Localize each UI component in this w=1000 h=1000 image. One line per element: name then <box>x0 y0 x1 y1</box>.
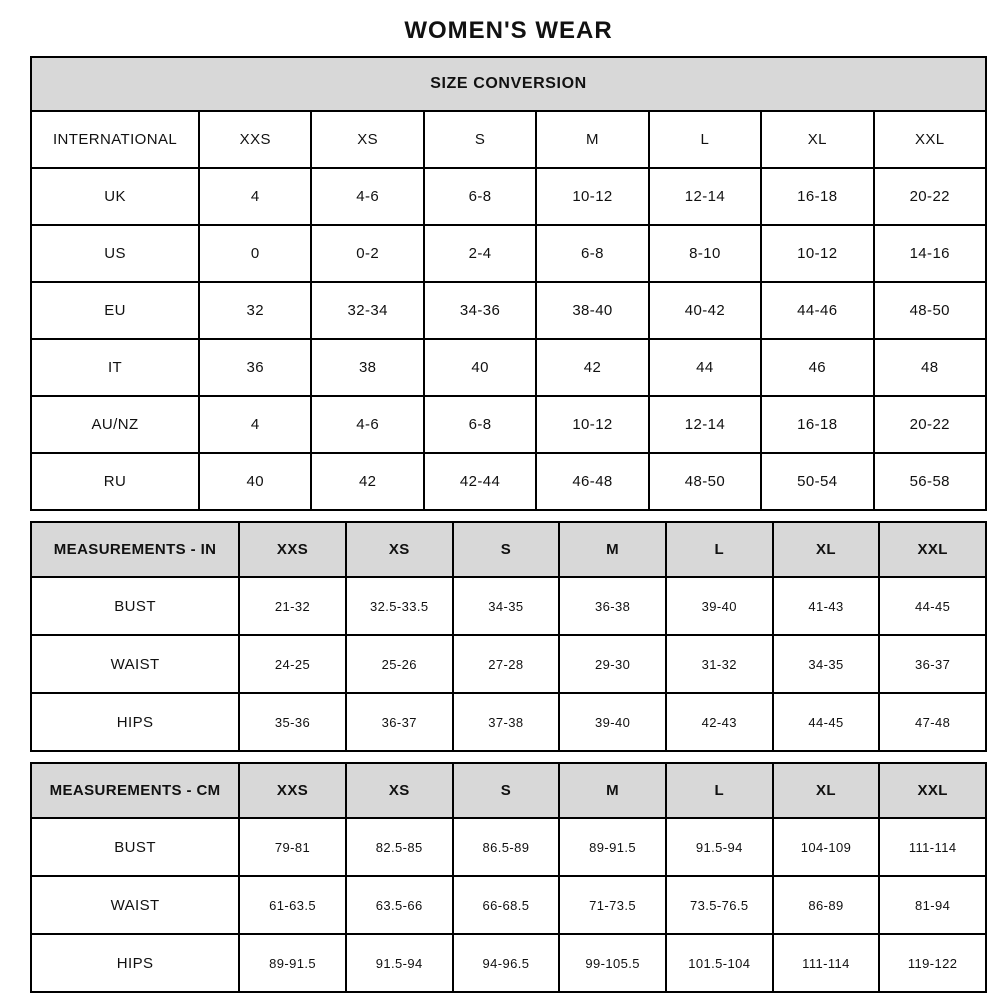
size-header-cell: L <box>666 522 773 577</box>
value-cell: 56-58 <box>874 453 986 510</box>
value-cell: 48-50 <box>874 282 986 339</box>
size-header-cell: XL <box>773 763 880 818</box>
column-header-cell: XL <box>761 111 873 168</box>
row-label-cell: US <box>31 225 199 282</box>
value-cell: 71-73.5 <box>559 876 666 934</box>
size-header-cell: XXS <box>239 763 346 818</box>
value-cell: 31-32 <box>666 635 773 693</box>
value-cell: 46-48 <box>536 453 648 510</box>
value-cell: 4 <box>199 396 311 453</box>
value-cell: 81-94 <box>879 876 986 934</box>
size-header-cell: XS <box>346 763 453 818</box>
value-cell: 6-8 <box>536 225 648 282</box>
value-cell: 32-34 <box>311 282 423 339</box>
size-header-cell: S <box>453 522 560 577</box>
value-cell: 86-89 <box>773 876 880 934</box>
value-cell: 36-38 <box>559 577 666 635</box>
value-cell: 4 <box>199 168 311 225</box>
value-cell: 73.5-76.5 <box>666 876 773 934</box>
value-cell: 44-45 <box>773 693 880 751</box>
column-header-cell: XXS <box>199 111 311 168</box>
value-cell: 10-12 <box>761 225 873 282</box>
size-header-cell: XXS <box>239 522 346 577</box>
value-cell: 40-42 <box>649 282 761 339</box>
value-cell: 0 <box>199 225 311 282</box>
table-row <box>31 57 986 111</box>
value-cell: 42-43 <box>666 693 773 751</box>
value-cell: 91.5-94 <box>346 934 453 992</box>
size-header-cell: XS <box>346 522 453 577</box>
row-label-cell: BUST <box>31 577 239 635</box>
value-cell: 48-50 <box>649 453 761 510</box>
table-row <box>31 282 986 339</box>
row-label-cell: RU <box>31 453 199 510</box>
value-cell: 37-38 <box>453 693 560 751</box>
table-row <box>31 339 986 396</box>
value-cell: 39-40 <box>559 693 666 751</box>
value-cell: 119-122 <box>879 934 986 992</box>
column-header-cell: M <box>536 111 648 168</box>
size-conversion-banner: SIZE CONVERSION <box>31 57 986 111</box>
size-header-cell: XXL <box>879 522 986 577</box>
row-label-cell: WAIST <box>31 635 239 693</box>
value-cell: 89-91.5 <box>559 818 666 876</box>
table-row <box>31 577 986 635</box>
value-cell: 104-109 <box>773 818 880 876</box>
column-header-cell: XXL <box>874 111 986 168</box>
size-conversion-table <box>30 56 987 511</box>
value-cell: 12-14 <box>649 396 761 453</box>
value-cell: 24-25 <box>239 635 346 693</box>
value-cell: 111-114 <box>773 934 880 992</box>
value-cell: 61-63.5 <box>239 876 346 934</box>
value-cell: 42-44 <box>424 453 536 510</box>
value-cell: 44-46 <box>761 282 873 339</box>
measurements-header-cell: MEASUREMENTS - IN <box>31 522 239 577</box>
value-cell: 48 <box>874 339 986 396</box>
value-cell: 4-6 <box>311 396 423 453</box>
row-label-cell: HIPS <box>31 693 239 751</box>
value-cell: 4-6 <box>311 168 423 225</box>
value-cell: 47-48 <box>879 693 986 751</box>
table-row <box>31 453 986 510</box>
value-cell: 12-14 <box>649 168 761 225</box>
value-cell: 0-2 <box>311 225 423 282</box>
value-cell: 25-26 <box>346 635 453 693</box>
value-cell: 16-18 <box>761 168 873 225</box>
value-cell: 101.5-104 <box>666 934 773 992</box>
row-label-cell: AU/NZ <box>31 396 199 453</box>
table-row <box>31 168 986 225</box>
value-cell: 10-12 <box>536 168 648 225</box>
table-row <box>31 225 986 282</box>
value-cell: 66-68.5 <box>453 876 560 934</box>
measurements-cm-table <box>30 762 987 993</box>
value-cell: 89-91.5 <box>239 934 346 992</box>
table-row <box>31 111 986 168</box>
value-cell: 21-32 <box>239 577 346 635</box>
table-row <box>31 635 986 693</box>
table-row <box>31 763 986 818</box>
value-cell: 42 <box>536 339 648 396</box>
value-cell: 27-28 <box>453 635 560 693</box>
value-cell: 35-36 <box>239 693 346 751</box>
value-cell: 32 <box>199 282 311 339</box>
table-row <box>31 876 986 934</box>
row-label-cell: IT <box>31 339 199 396</box>
column-header-cell: XS <box>311 111 423 168</box>
value-cell: 14-16 <box>874 225 986 282</box>
value-cell: 32.5-33.5 <box>346 577 453 635</box>
size-header-cell: L <box>666 763 773 818</box>
value-cell: 36-37 <box>879 635 986 693</box>
value-cell: 38-40 <box>536 282 648 339</box>
size-header-cell: M <box>559 763 666 818</box>
table-row <box>31 818 986 876</box>
value-cell: 20-22 <box>874 396 986 453</box>
value-cell: 86.5-89 <box>453 818 560 876</box>
value-cell: 16-18 <box>761 396 873 453</box>
row-label-cell: EU <box>31 282 199 339</box>
measurements-in-table <box>30 521 987 752</box>
value-cell: 2-4 <box>424 225 536 282</box>
value-cell: 34-35 <box>453 577 560 635</box>
value-cell: 99-105.5 <box>559 934 666 992</box>
value-cell: 6-8 <box>424 396 536 453</box>
table-row <box>31 522 986 577</box>
value-cell: 63.5-66 <box>346 876 453 934</box>
table-row <box>31 396 986 453</box>
value-cell: 36-37 <box>346 693 453 751</box>
value-cell: 10-12 <box>536 396 648 453</box>
value-cell: 44 <box>649 339 761 396</box>
value-cell: 42 <box>311 453 423 510</box>
value-cell: 46 <box>761 339 873 396</box>
table-row <box>31 934 986 992</box>
value-cell: 94-96.5 <box>453 934 560 992</box>
value-cell: 79-81 <box>239 818 346 876</box>
size-header-cell: M <box>559 522 666 577</box>
value-cell: 40 <box>199 453 311 510</box>
row-label-cell: BUST <box>31 818 239 876</box>
value-cell: 44-45 <box>879 577 986 635</box>
column-header-cell: INTERNATIONAL <box>31 111 199 168</box>
value-cell: 41-43 <box>773 577 880 635</box>
measurements-header-cell: MEASUREMENTS - CM <box>31 763 239 818</box>
column-header-cell: S <box>424 111 536 168</box>
value-cell: 91.5-94 <box>666 818 773 876</box>
value-cell: 82.5-85 <box>346 818 453 876</box>
value-cell: 20-22 <box>874 168 986 225</box>
size-header-cell: S <box>453 763 560 818</box>
table-row <box>31 693 986 751</box>
row-label-cell: WAIST <box>31 876 239 934</box>
value-cell: 29-30 <box>559 635 666 693</box>
value-cell: 111-114 <box>879 818 986 876</box>
page-title: WOMEN'S WEAR <box>404 17 613 44</box>
row-label-cell: HIPS <box>31 934 239 992</box>
size-header-cell: XL <box>773 522 880 577</box>
size-header-cell: XXL <box>879 763 986 818</box>
column-header-cell: L <box>649 111 761 168</box>
value-cell: 34-36 <box>424 282 536 339</box>
value-cell: 39-40 <box>666 577 773 635</box>
value-cell: 38 <box>311 339 423 396</box>
value-cell: 36 <box>199 339 311 396</box>
value-cell: 8-10 <box>649 225 761 282</box>
value-cell: 50-54 <box>761 453 873 510</box>
value-cell: 6-8 <box>424 168 536 225</box>
value-cell: 40 <box>424 339 536 396</box>
row-label-cell: UK <box>31 168 199 225</box>
value-cell: 34-35 <box>773 635 880 693</box>
